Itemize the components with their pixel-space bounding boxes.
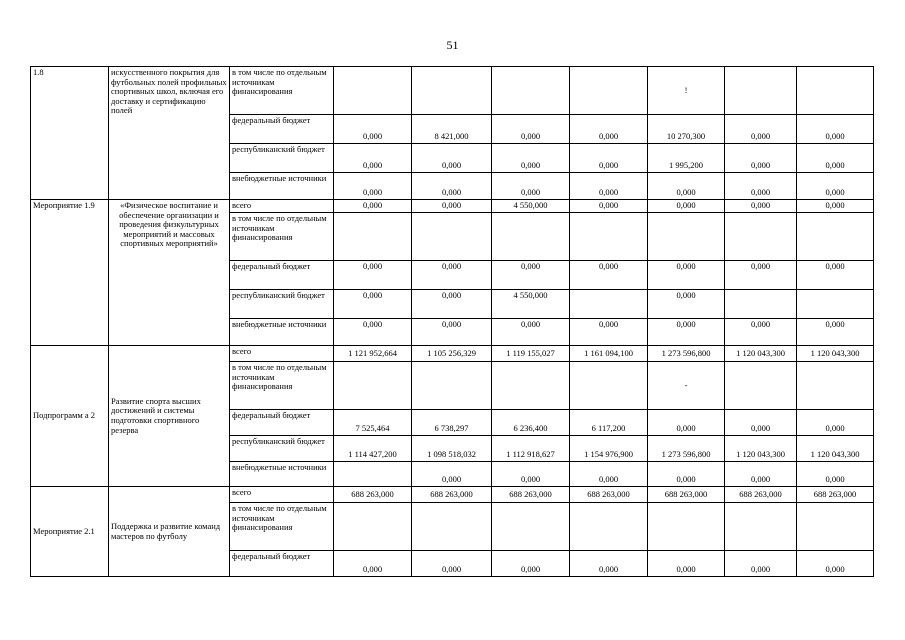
value-total-6: 1 120 043,300 (725, 346, 797, 362)
empty-cell (334, 362, 412, 410)
empty-cell (648, 213, 725, 261)
empty-cell (725, 503, 797, 551)
value-fed-3: 0,000 (492, 551, 570, 577)
value-vne-1: 0,000 (334, 173, 412, 200)
value-fed-3: 6 236,400 (492, 410, 570, 436)
value-fed-4: 6 117,200 (570, 410, 648, 436)
table-row (31, 487, 874, 503)
value-vne-3: 0,000 (492, 319, 570, 346)
value-fed-4: 0,000 (570, 261, 648, 290)
sub-mark: - (648, 362, 725, 410)
value-vne-4: 0,000 (570, 462, 648, 487)
value-rep-5: 0,000 (648, 290, 725, 319)
value-total-2: 1 105 256,329 (412, 346, 492, 362)
value-total-3: 4 550,000 (492, 200, 570, 213)
value-total-5: 1 273 596,800 (648, 346, 725, 362)
empty-cell (797, 503, 874, 551)
value-total-2: 688 263,000 (412, 487, 492, 503)
sub-mark: ! (648, 67, 725, 115)
item-code-2: Подпрограмм а 2 (31, 346, 109, 487)
value-vne-6: 0,000 (725, 319, 797, 346)
value-vne-3: 0,000 (492, 462, 570, 487)
empty-cell (725, 362, 797, 410)
empty-cell (412, 362, 492, 410)
empty-cell (492, 213, 570, 261)
value-vne-4: 0,000 (570, 319, 648, 346)
value-fed-4: 0,000 (570, 551, 648, 577)
value-vne-5: 0,000 (648, 319, 725, 346)
table-body (31, 67, 874, 577)
value-vne-7: 0,000 (797, 462, 874, 487)
item-code-2-1: Мероприятие 2.1 (31, 487, 109, 577)
value-vne-2: 0,000 (412, 462, 492, 487)
value-fed-4: 0,000 (570, 115, 648, 144)
source-label: федеральный бюджет (230, 261, 334, 290)
budget-table (30, 66, 874, 577)
value-rep-1: 1 114 427,200 (334, 436, 412, 462)
value-vne-6: 0,000 (725, 462, 797, 487)
value-rep-3: 1 112 918,627 (492, 436, 570, 462)
value-total-5: 688 263,000 (648, 487, 725, 503)
value-rep-2: 0,000 (412, 290, 492, 319)
value-total-1: 0,000 (334, 200, 412, 213)
value-vne-4: 0,000 (570, 173, 648, 200)
value-rep-5: 1 273 596,800 (648, 436, 725, 462)
value-vne-3: 0,000 (492, 173, 570, 200)
source-label: в том числе по отдельным источникам финансирования (230, 213, 334, 261)
value-fed-5: 0,000 (648, 410, 725, 436)
empty-cell (492, 503, 570, 551)
value-vne-7: 0,000 (797, 173, 874, 200)
table-row (31, 346, 874, 362)
source-label: в том числе по отдельным источникам финансирования (230, 503, 334, 551)
value-total-4: 1 161 094,100 (570, 346, 648, 362)
value-fed-1: 7 525,464 (334, 410, 412, 436)
value-fed-3: 0,000 (492, 261, 570, 290)
table-row (31, 67, 874, 115)
value-rep-4: 1 154 976,900 (570, 436, 648, 462)
value-rep-2: 0,000 (412, 144, 492, 173)
value-fed-2: 0,000 (412, 551, 492, 577)
value-total-1: 1 121 952,664 (334, 346, 412, 362)
source-label: республиканский бюджет (230, 144, 334, 173)
empty-cell (797, 362, 874, 410)
value-rep-7: 1 120 043,300 (797, 436, 874, 462)
value-fed-6: 0,000 (725, 115, 797, 144)
item-name-2-1: Поддержка и развитие команд мастеров по футболу (109, 487, 230, 577)
value-rep-6 (725, 290, 797, 319)
empty-cell (648, 503, 725, 551)
value-total-2: 0,000 (412, 200, 492, 213)
source-label: в том числе по отдельным источникам финансирования (230, 362, 334, 410)
empty-cell (570, 213, 648, 261)
item-name-2: Развитие спорта высших достижений и системы подготовки спортивного резерва (109, 346, 230, 487)
table-row (31, 200, 874, 213)
empty-cell (797, 67, 874, 115)
value-fed-7: 0,000 (797, 410, 874, 436)
value-vne-5: 0,000 (648, 173, 725, 200)
value-total-5: 0,000 (648, 200, 725, 213)
value-rep-3: 0,000 (492, 144, 570, 173)
empty-cell (334, 213, 412, 261)
value-total-3: 1 119 155,027 (492, 346, 570, 362)
value-fed-5: 0,000 (648, 261, 725, 290)
value-fed-2: 0,000 (412, 261, 492, 290)
value-vne-7: 0,000 (797, 319, 874, 346)
empty-cell (334, 503, 412, 551)
item-name-1-8: искусственного покрытия для футбольных полей профильных спортивных школ, включая его доставку и сертификацию полей (109, 67, 230, 200)
value-total-4: 0,000 (570, 200, 648, 213)
empty-cell (492, 67, 570, 115)
value-rep-4: 0,000 (570, 144, 648, 173)
value-rep-6: 0,000 (725, 144, 797, 173)
value-total-6: 0,000 (725, 200, 797, 213)
empty-cell (725, 67, 797, 115)
value-vne-1: 0,000 (334, 319, 412, 346)
value-fed-7: 0,000 (797, 261, 874, 290)
source-label: федеральный бюджет (230, 115, 334, 144)
empty-cell (725, 213, 797, 261)
value-fed-5: 10 270,300 (648, 115, 725, 144)
item-code-1-8: 1.8 (31, 67, 109, 200)
value-fed-7: 0,000 (797, 551, 874, 577)
value-rep-7 (797, 290, 874, 319)
empty-cell (797, 213, 874, 261)
empty-cell (570, 362, 648, 410)
value-total-4: 688 263,000 (570, 487, 648, 503)
value-fed-6: 0,000 (725, 551, 797, 577)
source-label: внебюджетные источники (230, 173, 334, 200)
item-code-1-9: Мероприятие 1.9 (31, 200, 109, 346)
value-total-7: 688 263,000 (797, 487, 874, 503)
source-label: в том числе по отдельным источникам финансирования (230, 67, 334, 115)
empty-cell (570, 503, 648, 551)
item-name-1-9: «Физическое воспитание и обеспечение организации и проведения физкультурных мероприятий и массовых спортивных мероприятий» (109, 200, 230, 346)
value-fed-2: 8 421,000 (412, 115, 492, 144)
value-fed-1: 0,000 (334, 261, 412, 290)
source-label: внебюджетные источники (230, 319, 334, 346)
source-label: всего (230, 200, 334, 213)
value-fed-3: 0,000 (492, 115, 570, 144)
empty-cell (570, 67, 648, 115)
value-vne-2: 0,000 (412, 319, 492, 346)
page-number: 51 (446, 38, 459, 52)
empty-cell (492, 362, 570, 410)
empty-cell (412, 503, 492, 551)
value-rep-4 (570, 290, 648, 319)
value-vne-5: 0,000 (648, 462, 725, 487)
value-total-7: 0,000 (797, 200, 874, 213)
source-label: всего (230, 487, 334, 503)
value-fed-1: 0,000 (334, 551, 412, 577)
source-label: республиканский бюджет (230, 290, 334, 319)
source-label: федеральный бюджет (230, 410, 334, 436)
empty-cell (412, 67, 492, 115)
source-label: федеральный бюджет (230, 551, 334, 577)
value-total-6: 688 263,000 (725, 487, 797, 503)
value-total-1: 688 263,000 (334, 487, 412, 503)
value-rep-3: 4 550,000 (492, 290, 570, 319)
value-fed-5: 0,000 (648, 551, 725, 577)
value-fed-7: 0,000 (797, 115, 874, 144)
value-vne-6: 0,000 (725, 173, 797, 200)
value-rep-2: 1 098 518,032 (412, 436, 492, 462)
value-total-7: 1 120 043,300 (797, 346, 874, 362)
value-rep-1: 0,000 (334, 290, 412, 319)
value-fed-1: 0,000 (334, 115, 412, 144)
source-label: республиканский бюджет (230, 436, 334, 462)
value-fed-6: 0,000 (725, 261, 797, 290)
value-rep-1: 0,000 (334, 144, 412, 173)
empty-cell (412, 213, 492, 261)
value-vne-2: 0,000 (412, 173, 492, 200)
value-total-3: 688 263,000 (492, 487, 570, 503)
value-fed-2: 6 738,297 (412, 410, 492, 436)
value-rep-7: 0,000 (797, 144, 874, 173)
empty-cell (334, 67, 412, 115)
value-rep-6: 1 120 043,300 (725, 436, 797, 462)
value-fed-6: 0,000 (725, 410, 797, 436)
source-label: внебюджетные источники (230, 462, 334, 487)
value-rep-5: 1 995,200 (648, 144, 725, 173)
value-vne-1 (334, 462, 412, 487)
source-label: всего (230, 346, 334, 362)
